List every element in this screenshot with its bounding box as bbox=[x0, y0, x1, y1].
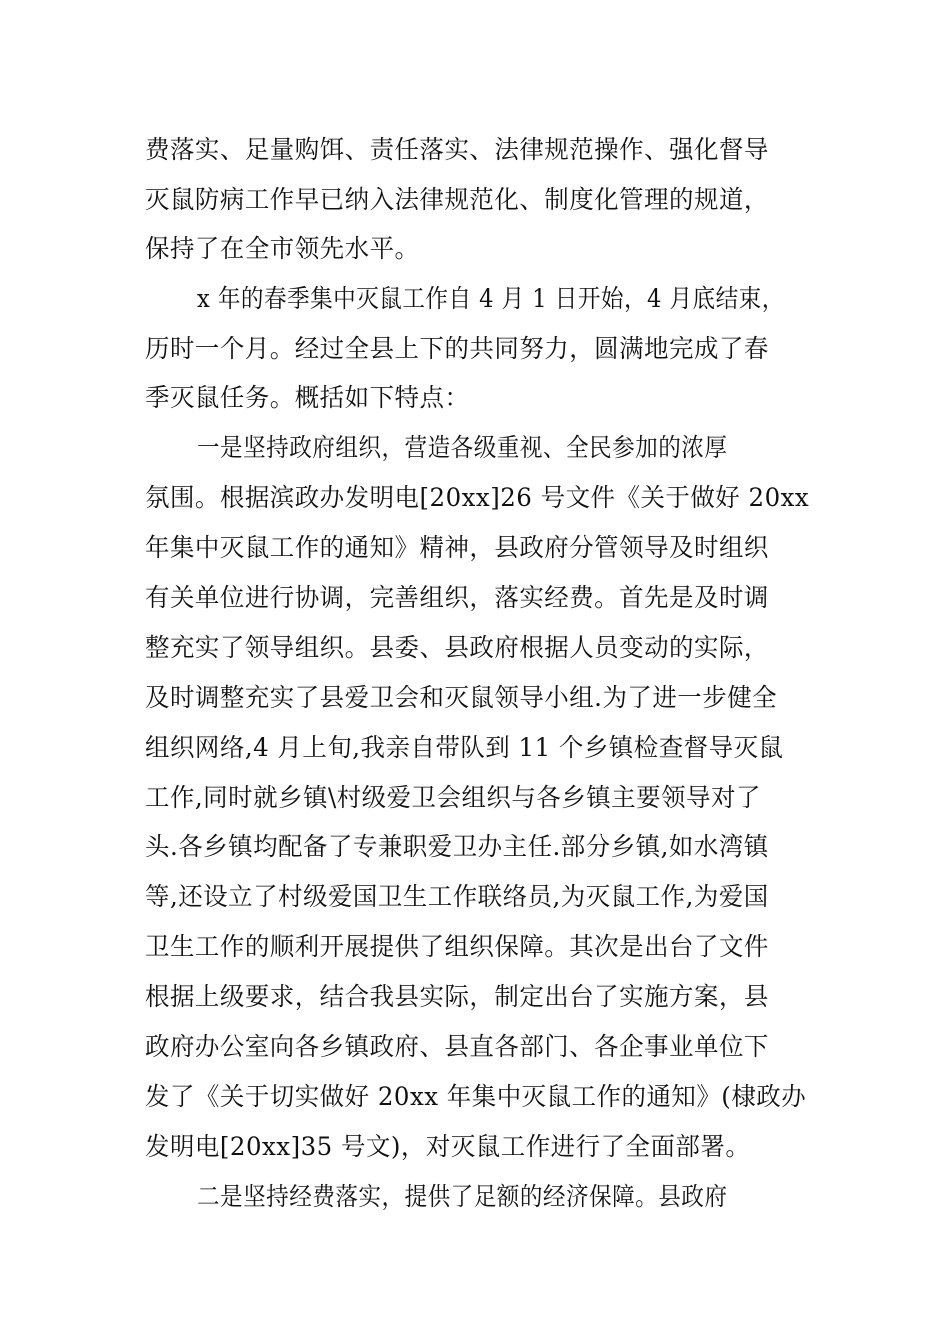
paragraph-start-line: 二是坚持经费落实，提供了足额的经济保障。县政府 bbox=[197, 1182, 728, 1211]
text-line: 年集中灭鼠工作的通知》精神，县政府分管领导及时组织 bbox=[145, 533, 769, 562]
text-line: 有关单位进行协调，完善组织，落实经费。首先是及时调 bbox=[145, 583, 769, 612]
text-line: 工作,同时就乡镇\村级爱卫会组织与各乡镇主要领导对了 bbox=[145, 783, 761, 812]
text-line: 组织网络,4 月上旬,我亲自带队到 11 个乡镇检查督导灭鼠 bbox=[145, 733, 784, 762]
paragraph-start-line: x 年的春季集中灭鼠工作自 4 月 1 日开始，4 月底结束， bbox=[197, 284, 785, 313]
text-line: 政府办公室向各乡镇政府、县直各部门、各企事业单位下 bbox=[145, 1032, 769, 1061]
text-line: 保持了在全市领先水平。 bbox=[145, 234, 420, 263]
text-line: 季灭鼠任务。概括如下特点： bbox=[145, 383, 470, 412]
text-line: 发了《关于切实做好 20xx 年集中灭鼠工作的通知》(棣政办 bbox=[145, 1082, 807, 1111]
text-line: 灭鼠防病工作早已纳入法律规范化、制度化管理的规道， bbox=[145, 185, 769, 214]
text-line: 费落实、足量购饵、责任落实、法律规范操作、强化督导 bbox=[145, 135, 769, 164]
text-line: 整充实了领导组织。县委、县政府根据人员变动的实际， bbox=[145, 633, 769, 662]
text-line: 发明电[20xx]35 号文)，对灭鼠工作进行了全面部署。 bbox=[145, 1132, 751, 1161]
text-line: 头.各乡镇均配备了专兼职爱卫办主任.部分乡镇,如水湾镇 bbox=[145, 832, 769, 861]
text-line: 等,还设立了村级爱国卫生工作联络员,为灭鼠工作,为爱国 bbox=[145, 882, 769, 911]
text-line: 及时调整充实了县爱卫会和灭鼠领导小组.为了进一步健全 bbox=[145, 683, 778, 712]
paragraph-start-line: 一是坚持政府组织，营造各级重视、全民参加的浓厚 bbox=[197, 433, 728, 462]
text-line: 卫生工作的顺利开展提供了组织保障。其次是出台了文件 bbox=[145, 932, 769, 961]
text-line: 历时一个月。经过全县上下的共同努力，圆满地完成了春 bbox=[145, 334, 769, 363]
text-line: 氛围。根据滨政办发明电[20xx]26 号文件《关于做好 20xx bbox=[145, 483, 810, 512]
text-line: 根据上级要求，结合我县实际，制定出台了实施方案，县 bbox=[145, 982, 769, 1011]
